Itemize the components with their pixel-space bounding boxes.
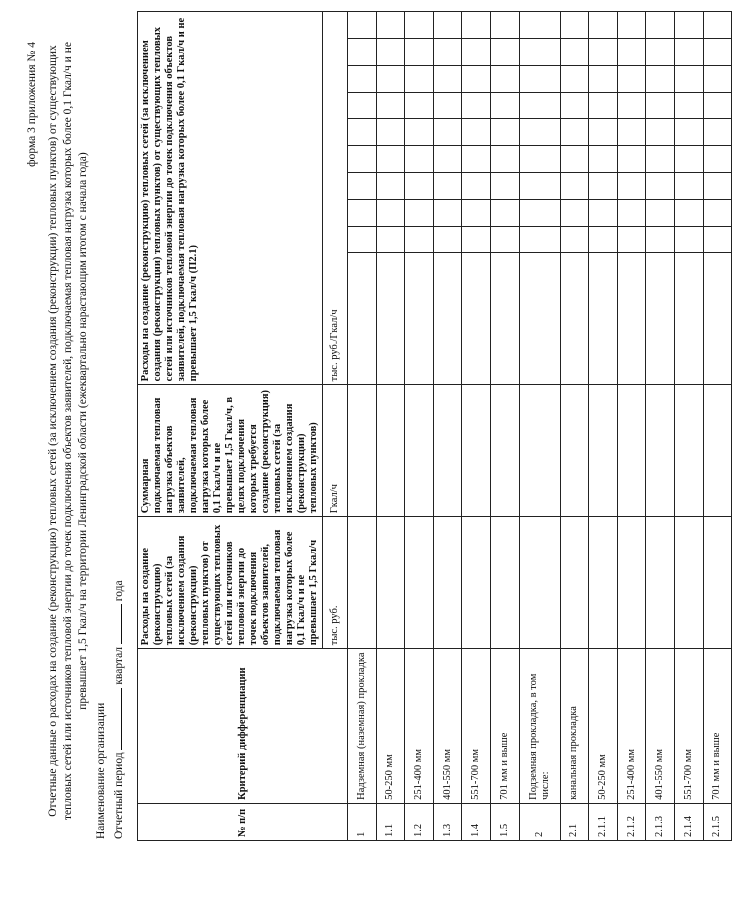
expenses-table bbox=[137, 11, 732, 841]
empty-cell bbox=[646, 65, 675, 92]
table-row bbox=[348, 12, 377, 841]
empty-cell bbox=[348, 253, 377, 385]
empty-cell bbox=[433, 517, 462, 649]
empty-cell bbox=[376, 92, 405, 119]
row-criterion: 50-250 мм bbox=[376, 649, 405, 804]
table-row bbox=[560, 12, 589, 841]
empty-cell bbox=[433, 146, 462, 173]
empty-cell bbox=[589, 39, 618, 66]
empty-cell bbox=[519, 385, 560, 517]
empty-cell bbox=[617, 119, 646, 146]
empty-cell bbox=[405, 517, 434, 649]
row-criterion: 50-250 мм bbox=[589, 649, 618, 804]
empty-cell bbox=[490, 92, 519, 119]
row-criterion: 701 мм и выше bbox=[490, 649, 519, 804]
empty-cell bbox=[405, 226, 434, 253]
period-line bbox=[110, 580, 125, 839]
table-row bbox=[405, 12, 434, 841]
empty-cell bbox=[462, 65, 491, 92]
row-number: 2.1.3 bbox=[646, 803, 675, 840]
empty-cell bbox=[589, 92, 618, 119]
empty-cell bbox=[433, 253, 462, 385]
empty-cell bbox=[490, 517, 519, 649]
empty-cell bbox=[348, 199, 377, 226]
empty-cell bbox=[433, 173, 462, 200]
row-number: 1.5 bbox=[490, 803, 519, 840]
empty-cell bbox=[617, 226, 646, 253]
empty-cell bbox=[703, 199, 732, 226]
empty-cell bbox=[433, 12, 462, 39]
header-num: № п/п bbox=[138, 803, 348, 840]
row-criterion: Надземная (наземная) прокладка bbox=[348, 649, 377, 804]
empty-cell bbox=[703, 39, 732, 66]
unit-col1: тыс. руб. bbox=[323, 517, 348, 649]
empty-cell bbox=[674, 65, 703, 92]
empty-cell bbox=[490, 173, 519, 200]
empty-cell bbox=[703, 253, 732, 385]
empty-cell bbox=[433, 226, 462, 253]
empty-cell bbox=[376, 226, 405, 253]
organization-label: Наименование организации bbox=[95, 702, 107, 839]
empty-cell bbox=[646, 517, 675, 649]
empty-cell bbox=[646, 39, 675, 66]
empty-cell bbox=[462, 146, 491, 173]
empty-cell bbox=[617, 65, 646, 92]
empty-cell bbox=[519, 199, 560, 226]
empty-cell bbox=[405, 173, 434, 200]
empty-cell bbox=[462, 92, 491, 119]
empty-cell bbox=[703, 65, 732, 92]
empty-cell bbox=[646, 119, 675, 146]
empty-cell bbox=[433, 65, 462, 92]
quarter-label: квартал bbox=[113, 646, 125, 685]
empty-cell bbox=[462, 253, 491, 385]
empty-cell bbox=[376, 199, 405, 226]
empty-cell bbox=[560, 119, 589, 146]
empty-cell bbox=[433, 92, 462, 119]
empty-cell bbox=[462, 173, 491, 200]
empty-cell bbox=[674, 385, 703, 517]
empty-cell bbox=[703, 119, 732, 146]
empty-cell bbox=[348, 173, 377, 200]
empty-cell bbox=[646, 92, 675, 119]
row-number: 2 bbox=[519, 803, 560, 840]
empty-cell bbox=[646, 146, 675, 173]
year-blank bbox=[110, 604, 122, 644]
empty-cell bbox=[376, 146, 405, 173]
empty-cell bbox=[646, 199, 675, 226]
row-number: 2.1 bbox=[560, 803, 589, 840]
empty-cell bbox=[560, 92, 589, 119]
empty-cell bbox=[674, 226, 703, 253]
period-label: Отчетный период bbox=[113, 752, 125, 839]
quarter-blank bbox=[110, 688, 122, 750]
empty-cell bbox=[405, 385, 434, 517]
empty-cell bbox=[348, 226, 377, 253]
row-criterion: 251-400 мм bbox=[617, 649, 646, 804]
header-criterion: Критерий дифференциации bbox=[138, 649, 348, 804]
empty-cell bbox=[519, 173, 560, 200]
unit-col2: Гкал/ч bbox=[323, 385, 348, 517]
table-row bbox=[376, 12, 405, 841]
empty-cell bbox=[519, 119, 560, 146]
empty-cell bbox=[348, 385, 377, 517]
empty-cell bbox=[703, 173, 732, 200]
empty-cell bbox=[405, 146, 434, 173]
row-number: 1.3 bbox=[433, 803, 462, 840]
empty-cell bbox=[490, 253, 519, 385]
empty-cell bbox=[674, 119, 703, 146]
empty-cell bbox=[348, 12, 377, 39]
table-row bbox=[433, 12, 462, 841]
empty-cell bbox=[589, 119, 618, 146]
empty-cell bbox=[617, 12, 646, 39]
empty-cell bbox=[674, 173, 703, 200]
empty-cell bbox=[617, 39, 646, 66]
year-label: года bbox=[113, 580, 125, 602]
row-number: 1.1 bbox=[376, 803, 405, 840]
empty-cell bbox=[617, 385, 646, 517]
empty-cell bbox=[674, 199, 703, 226]
row-number: 1.4 bbox=[462, 803, 491, 840]
empty-cell bbox=[589, 173, 618, 200]
empty-cell bbox=[490, 119, 519, 146]
empty-cell bbox=[462, 12, 491, 39]
document-title: Отчетные данные о расходах на создание (реконструкцию) тепловых сетей (за исключением создания (реконструкции) тепловых пунктов) от существующих тепловых сетей или источников тепловой энергии до точек подключения объектов заявителей, подключаемая тепловая нагрузка которых более 0,1 Гкал/ч и не превышает 1,5 Гкал/ч на территории Ленинградской области (ежеквартально нарастающим итогом с начала года) bbox=[47, 42, 89, 820]
empty-cell bbox=[617, 253, 646, 385]
empty-cell bbox=[433, 119, 462, 146]
empty-cell bbox=[560, 253, 589, 385]
empty-cell bbox=[490, 39, 519, 66]
empty-cell bbox=[405, 199, 434, 226]
empty-cell bbox=[490, 226, 519, 253]
empty-cell bbox=[462, 119, 491, 146]
empty-cell bbox=[703, 12, 732, 39]
empty-cell bbox=[519, 517, 560, 649]
empty-cell bbox=[519, 226, 560, 253]
row-criterion: 401-550 мм bbox=[433, 649, 462, 804]
empty-cell bbox=[560, 199, 589, 226]
empty-cell bbox=[674, 12, 703, 39]
empty-cell bbox=[462, 226, 491, 253]
empty-cell bbox=[646, 12, 675, 39]
empty-cell bbox=[490, 12, 519, 39]
empty-cell bbox=[490, 65, 519, 92]
empty-cell bbox=[703, 226, 732, 253]
empty-cell bbox=[376, 119, 405, 146]
empty-cell bbox=[433, 385, 462, 517]
empty-cell bbox=[433, 199, 462, 226]
row-criterion: 551-700 мм bbox=[674, 649, 703, 804]
empty-cell bbox=[348, 517, 377, 649]
table-row bbox=[617, 12, 646, 841]
unit-col3: тыс. руб./Гкал/ч bbox=[323, 12, 348, 385]
empty-cell bbox=[490, 146, 519, 173]
row-number: 2.1.4 bbox=[674, 803, 703, 840]
empty-cell bbox=[560, 173, 589, 200]
table-row bbox=[490, 12, 519, 841]
empty-cell bbox=[376, 517, 405, 649]
empty-cell bbox=[617, 92, 646, 119]
row-criterion: Подземная прокладка, в том числе: bbox=[519, 649, 560, 804]
empty-cell bbox=[560, 226, 589, 253]
empty-cell bbox=[519, 12, 560, 39]
empty-cell bbox=[490, 385, 519, 517]
empty-cell bbox=[462, 385, 491, 517]
header-col3: Расходы на создание (реконструкцию) тепловых сетей (за исключением создания (реконструкции) тепловых пунктов) от существующих тепловых сетей или источников тепловой энергии до точек подключения объектов заявителей, подключаемая тепловая нагрузка которых более 0,1 Гкал/ч и не превышает 1,5 Гкал/ч (П2.1) bbox=[138, 12, 323, 385]
empty-cell bbox=[646, 253, 675, 385]
empty-cell bbox=[405, 253, 434, 385]
empty-cell bbox=[490, 199, 519, 226]
table-row bbox=[646, 12, 675, 841]
empty-cell bbox=[703, 92, 732, 119]
empty-cell bbox=[674, 92, 703, 119]
empty-cell bbox=[703, 146, 732, 173]
empty-cell bbox=[617, 199, 646, 226]
empty-cell bbox=[405, 92, 434, 119]
header-col2: Суммарная подключаемая тепловая нагрузка объектов заявителей, подключаемая тепловая нагрузка которых более 0,1 Гкал/ч и не превышает 1,5 Гкал/ч, в целях подключения которых требуется создание (реконструкция) тепловых сетей (за исключением создания (реконструкции) тепловых пунктов) bbox=[138, 385, 323, 517]
row-number: 2.1.1 bbox=[589, 803, 618, 840]
empty-cell bbox=[376, 39, 405, 66]
empty-cell bbox=[376, 12, 405, 39]
empty-cell bbox=[405, 12, 434, 39]
table-row bbox=[703, 12, 732, 841]
empty-cell bbox=[560, 12, 589, 39]
table-row bbox=[674, 12, 703, 841]
empty-cell bbox=[376, 385, 405, 517]
empty-cell bbox=[376, 65, 405, 92]
empty-cell bbox=[589, 65, 618, 92]
empty-cell bbox=[348, 39, 377, 66]
header-row bbox=[138, 12, 323, 841]
empty-cell bbox=[433, 39, 462, 66]
empty-cell bbox=[674, 146, 703, 173]
empty-cell bbox=[617, 517, 646, 649]
row-criterion: 401-550 мм bbox=[646, 649, 675, 804]
empty-cell bbox=[376, 253, 405, 385]
empty-cell bbox=[560, 385, 589, 517]
form-label: форма 3 приложения № 4 bbox=[26, 42, 38, 167]
empty-cell bbox=[376, 173, 405, 200]
empty-cell bbox=[674, 39, 703, 66]
table-row bbox=[589, 12, 618, 841]
empty-cell bbox=[703, 385, 732, 517]
empty-cell bbox=[462, 517, 491, 649]
empty-cell bbox=[589, 146, 618, 173]
table-row bbox=[462, 12, 491, 841]
row-number: 2.1.2 bbox=[617, 803, 646, 840]
empty-cell bbox=[646, 385, 675, 517]
row-criterion: 551-700 мм bbox=[462, 649, 491, 804]
empty-cell bbox=[617, 146, 646, 173]
empty-cell bbox=[519, 65, 560, 92]
empty-cell bbox=[348, 119, 377, 146]
empty-cell bbox=[348, 146, 377, 173]
empty-cell bbox=[674, 517, 703, 649]
empty-cell bbox=[462, 199, 491, 226]
empty-cell bbox=[560, 517, 589, 649]
row-number: 1.2 bbox=[405, 803, 434, 840]
empty-cell bbox=[405, 39, 434, 66]
header-col1: Расходы на создание (реконструкцию) тепловых сетей (за исключением создания (реконструкции) тепловых пунктов) от существующих тепловых сетей или источников тепловой энергии до точек подключения объектов заявителей, подключаемая тепловая нагрузка которых более 0,1 Гкал/ч и не превышает 1,5 Гкал/ч bbox=[138, 517, 323, 649]
empty-cell bbox=[405, 65, 434, 92]
empty-cell bbox=[519, 146, 560, 173]
organization-line bbox=[95, 703, 107, 839]
table-row bbox=[519, 12, 560, 841]
empty-cell bbox=[646, 173, 675, 200]
empty-cell bbox=[589, 517, 618, 649]
row-criterion: 701 мм и выше bbox=[703, 649, 732, 804]
row-criterion: 251-400 мм bbox=[405, 649, 434, 804]
empty-cell bbox=[519, 253, 560, 385]
empty-cell bbox=[589, 226, 618, 253]
empty-cell bbox=[519, 39, 560, 66]
empty-cell bbox=[589, 253, 618, 385]
empty-cell bbox=[560, 65, 589, 92]
empty-cell bbox=[405, 119, 434, 146]
empty-cell bbox=[348, 92, 377, 119]
empty-cell bbox=[646, 226, 675, 253]
empty-cell bbox=[560, 39, 589, 66]
empty-cell bbox=[589, 12, 618, 39]
empty-cell bbox=[589, 199, 618, 226]
empty-cell bbox=[560, 146, 589, 173]
empty-cell bbox=[703, 517, 732, 649]
empty-cell bbox=[348, 65, 377, 92]
empty-cell bbox=[462, 39, 491, 66]
row-number: 1 bbox=[348, 803, 377, 840]
empty-cell bbox=[589, 385, 618, 517]
empty-cell bbox=[674, 253, 703, 385]
row-number: 2.1.5 bbox=[703, 803, 732, 840]
empty-cell bbox=[617, 173, 646, 200]
row-criterion: канальная прокладка bbox=[560, 649, 589, 804]
empty-cell bbox=[519, 92, 560, 119]
